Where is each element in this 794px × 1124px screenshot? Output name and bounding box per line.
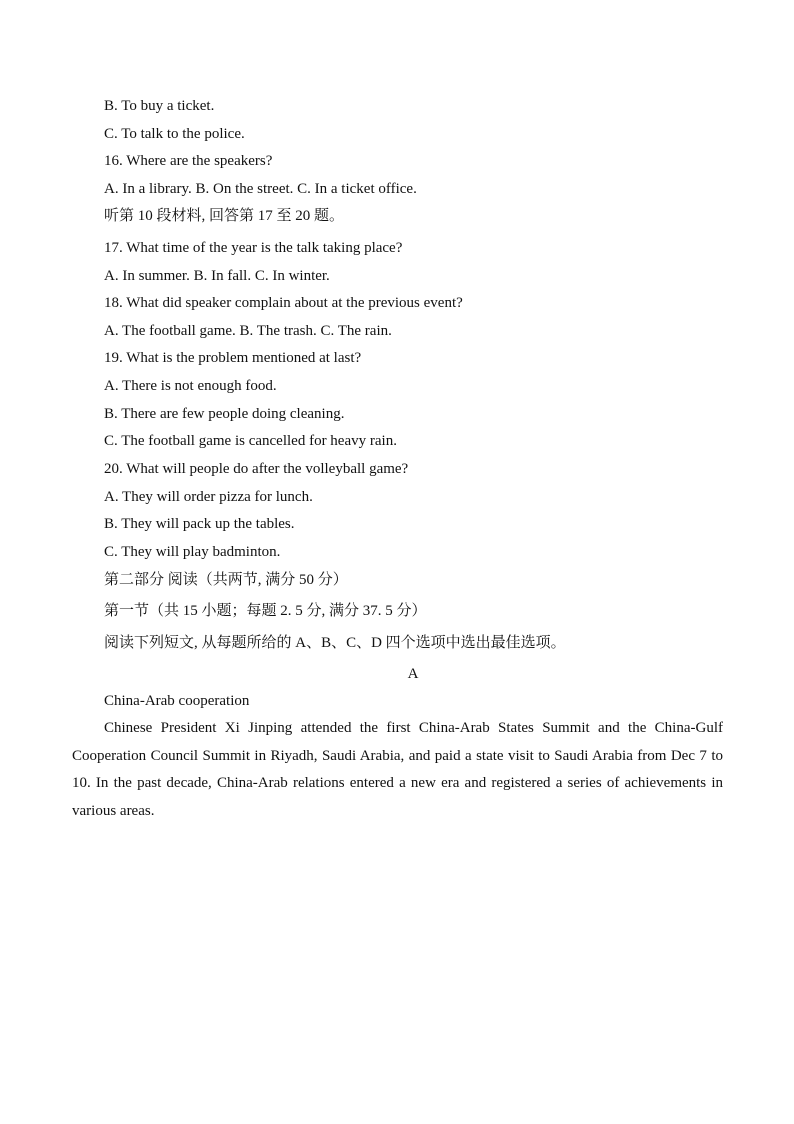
instruction-passage-10: 听第 10 段材料, 回答第 17 至 20 题。: [104, 208, 345, 224]
reading-instruction: 阅读下列短文, 从每题所给的 A、B、C、D 四个选项中选出最佳选项。: [104, 635, 566, 651]
article-title: China-Arab cooperation: [104, 693, 250, 709]
question-18: 18. What did speaker complain about at the previous event?: [104, 295, 463, 311]
option-c-q20: C. They will play badminton.: [104, 544, 281, 560]
option-a-q20: A. They will order pizza for lunch.: [104, 489, 313, 505]
option-c-q15: C. To talk to the police.: [104, 126, 245, 142]
question-16: 16. Where are the speakers?: [104, 153, 273, 169]
option-b-q19: B. There are few people doing cleaning.: [104, 406, 345, 422]
option-c-q19: C. The football game is cancelled for heavy rain.: [104, 433, 397, 449]
section-one-heading: 第一节（共 15 小题；每题 2. 5 分, 满分 37. 5 分）: [104, 603, 427, 619]
options-q16: A. In a library. B. On the street. C. In a ticket office.: [104, 181, 417, 197]
option-b-q15: B. To buy a ticket.: [104, 98, 215, 114]
question-20: 20. What will people do after the volleyball game?: [104, 461, 409, 477]
question-19: 19. What is the problem mentioned at last?: [104, 350, 362, 366]
part-two-heading: 第二部分 阅读（共两节, 满分 50 分）: [104, 572, 348, 588]
question-17: 17. What time of the year is the talk taking place?: [104, 240, 403, 256]
passage-letter: A: [407, 666, 419, 682]
options-q17: A. In summer. B. In fall. C. In winter.: [104, 268, 330, 284]
option-a-q19: A. There is not enough food.: [104, 378, 277, 394]
article-body: Chinese President Xi Jinping attended the first China-Arab States Summit and the China-Gulf Cooperation Council Summit in Riyadh, Saudi Arabia, and paid a state visit to Saudi Arabia from Dec 7 to 10. In the past decade, China-Arab relations entered a new era and registered a series of achievements in various areas.: [72, 720, 723, 819]
options-q18: A. The football game. B. The trash. C. The rain.: [104, 323, 392, 339]
option-b-q20: B. They will pack up the tables.: [104, 516, 295, 532]
